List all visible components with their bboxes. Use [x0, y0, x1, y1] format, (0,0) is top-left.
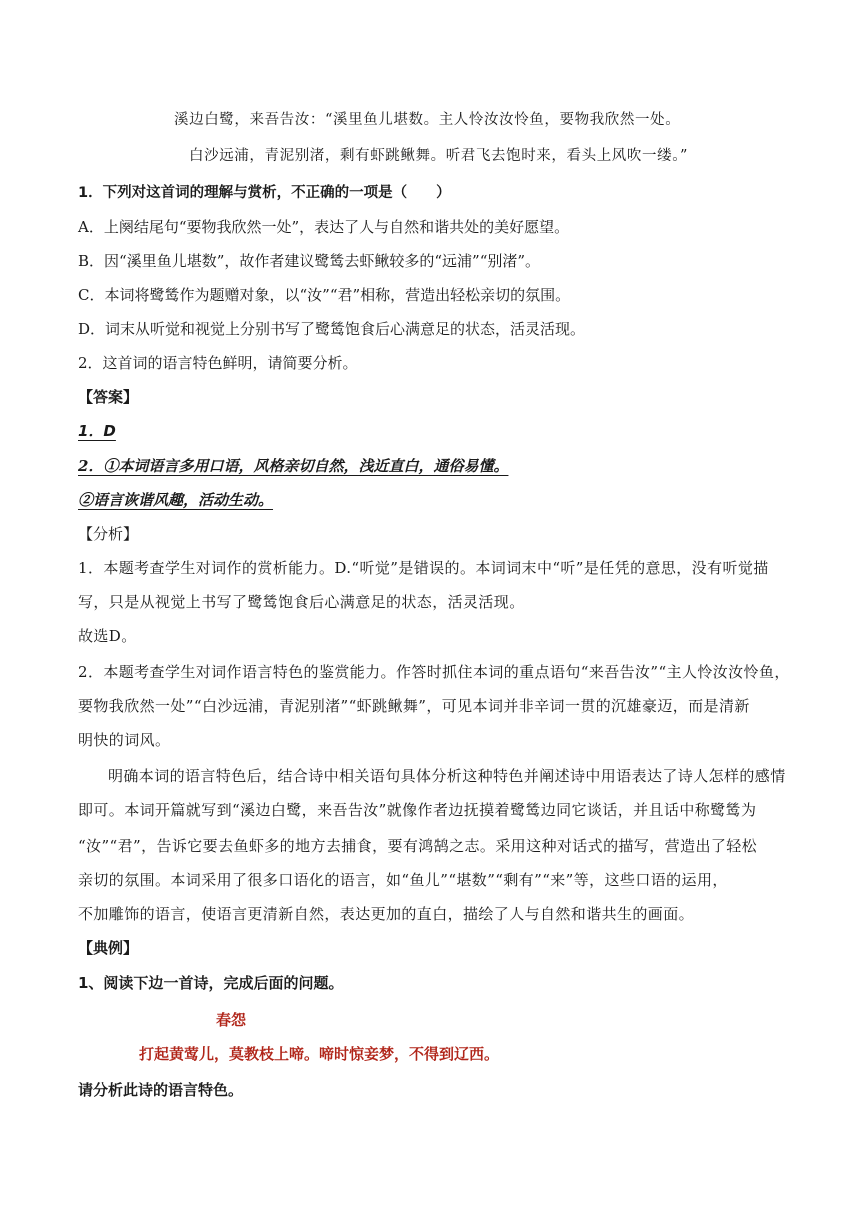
analysis-p1-line-1: 1．本题考查学生对词作的赏析能力。D.“听觉”是错误的。本词词末中“听”是任凭的意思，没有听觉描 [78, 559, 769, 577]
analysis-p3-line-4: 亲切的氛围。本词采用了很多口语化的语言，如“鱼儿”“堪数”“剩有”“来”等，这些口语的运用， [78, 871, 728, 889]
example-poem-title: 春怨 [216, 1011, 247, 1029]
option-d: D．词末从听觉和视觉上分别书写了鹭鸶饱食后心满意足的状态，活灵活现。 [78, 320, 586, 338]
analysis-p2-line-3: 明快的词风。 [78, 731, 171, 749]
analysis-p2-line-2: 要物我欣然一处”“白沙远浦，青泥别渚”“虾跳鳅舞”，可见本词并非辛词一贯的沉雄豪迈，而是清新 [78, 697, 750, 715]
analysis-p3-line-5: 不加雕饰的语言，使语言更清新自然，表达更加的直白，描绘了人与自然和谐共生的画面。 [78, 905, 695, 923]
analysis-p1-line-2: 写，只是从视觉上书写了鹭鸶饱食后心满意足的状态，活灵活现。 [78, 593, 525, 611]
poem-line-2: 白沙远浦，青泥别渚，剩有虾跳鳅舞。听君飞去饱时来，看头上风吹一缕。” [189, 148, 689, 164]
answer-1: 1．D [78, 422, 116, 440]
question-1-stem: 1．下列对这首词的理解与赏析，不正确的一项是（ ） [78, 185, 451, 201]
option-b: B．因“溪里鱼儿堪数”，故作者建议鹭鸶去虾鳅较多的“远浦”“别渚”。 [78, 252, 541, 270]
answer-heading: 【答案】 [78, 388, 139, 406]
example-poem-line: 打起黄莺儿，莫教枝上啼。啼时惊妾梦，不得到辽西。 [139, 1045, 500, 1063]
analysis-p3-line-1: 明确本词的语言特色后，结合诗中相关语句具体分析这种特色并阐述诗中用语表达了诗人怎样的感情 [108, 767, 786, 785]
analysis-p1-line-3: 故选D。 [78, 627, 137, 645]
example-prompt: 请分析此诗的语言特色。 [78, 1081, 244, 1099]
option-c: C．本词将鹭鸶作为题赠对象，以“汝”“君”相称，营造出轻松亲切的氛围。 [78, 286, 571, 304]
answer-2-line-1: 2．①本词语言多用口语，风格亲切自然，浅近直白，通俗易懂。 [78, 457, 509, 475]
analysis-heading: 【分析】 [78, 525, 139, 543]
option-a: A．上阕结尾句“要物我欣然一处”，表达了人与自然和谐共处的美好愿望。 [78, 218, 570, 236]
question-2-stem: 2．这首词的语言特色鲜明，请简要分析。 [78, 354, 358, 372]
answer-2-line-2: ②语言诙谐风趣，活动生动。 [78, 491, 274, 509]
analysis-p3-line-2: 即可。本词开篇就写到“溪边白鹭，来吾告汝”就像作者边抚摸着鹭鸶边同它谈话，并且话中称鹭鸶为 [78, 801, 757, 819]
example-question-1: 1、阅读下边一首诗，完成后面的问题。 [78, 974, 344, 992]
analysis-p2-line-1: 2．本题考查学生对词作语言特色的鉴赏能力。作答时抓住本词的重点语句“来吾告汝”“主人怜汝汝怜鱼， [78, 663, 790, 681]
analysis-p3-line-3: “汝”“君”，告诉它要去鱼虾多的地方去捕食，要有鸿鹄之志。采用这种对话式的描写，营造出了轻松 [78, 837, 758, 855]
poem-line-1: 溪边白鹭，来吾告汝：“溪里鱼儿堪数。主人怜汝汝怜鱼，要物我欣然一处。 [174, 112, 681, 128]
example-heading: 【典例】 [78, 939, 139, 957]
